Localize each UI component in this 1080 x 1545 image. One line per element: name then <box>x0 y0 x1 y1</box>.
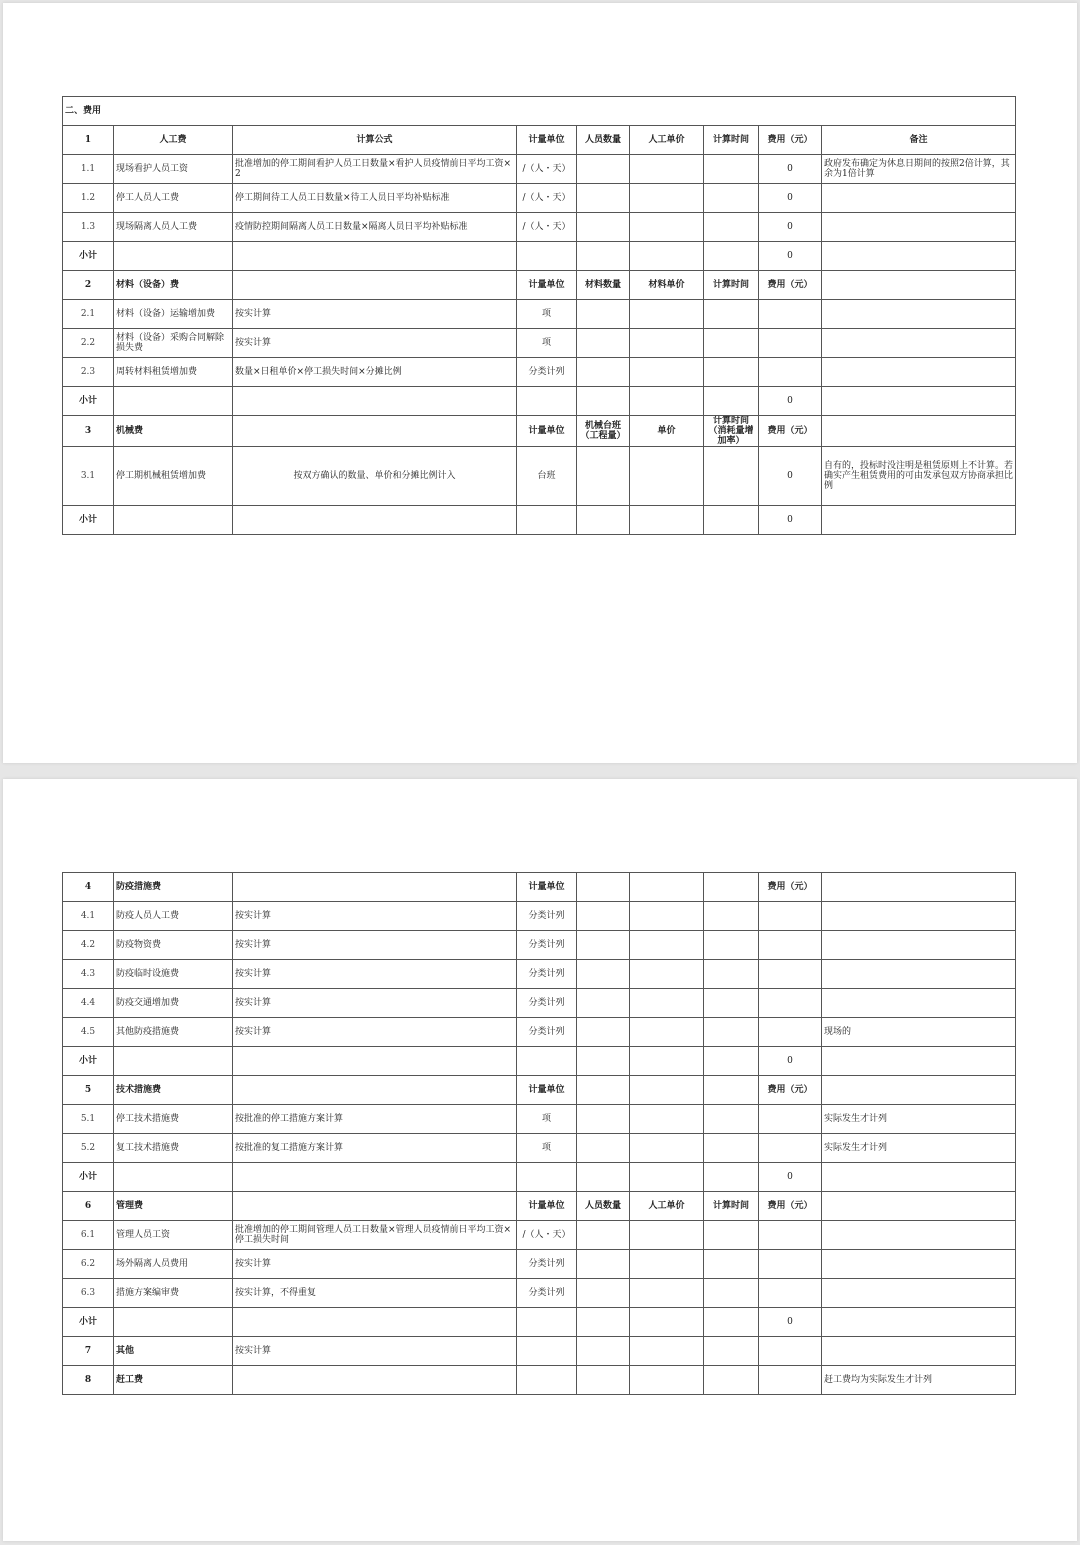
item-remark <box>822 960 1016 989</box>
subtotal-label: 小计 <box>63 506 114 535</box>
item-name: 管理人员工资 <box>114 1221 233 1250</box>
item-formula: 按实计算 <box>233 1337 517 1366</box>
item-formula: 停工期间待工人员工日数量×待工人员日平均补贴标准 <box>233 184 517 213</box>
item-price <box>630 184 704 213</box>
subtotal-row <box>63 1047 1016 1076</box>
table-row <box>63 447 1016 506</box>
section-header-row <box>63 271 1016 300</box>
row-no: 5.2 <box>63 1134 114 1163</box>
item-formula: 按实计算 <box>233 902 517 931</box>
table-row <box>63 989 1016 1018</box>
cost-table-part-2 <box>62 872 1016 1395</box>
item-time <box>704 184 759 213</box>
item-name: 防疫临时设施费 <box>114 960 233 989</box>
item-name: 防疫物资费 <box>114 931 233 960</box>
table-row <box>63 902 1016 931</box>
subtotal-label: 小计 <box>63 1308 114 1337</box>
row-no: 6.2 <box>63 1250 114 1279</box>
item-cost: 0 <box>759 447 822 506</box>
item-unit: /（人・天） <box>517 213 577 242</box>
table-row <box>63 1221 1016 1250</box>
row-no: 6.3 <box>63 1279 114 1308</box>
unit-header: 计量单位 <box>517 873 577 902</box>
item-formula: 按批准的停工措施方案计算 <box>233 1105 517 1134</box>
item-remark <box>822 931 1016 960</box>
table-row <box>63 358 1016 387</box>
table-row <box>63 931 1016 960</box>
unit-header: 计量单位 <box>517 126 577 155</box>
quantity-header: 机械台班（工程量） <box>577 416 630 447</box>
row-no: 2.1 <box>63 300 114 329</box>
item-unit: 项 <box>517 329 577 358</box>
section-no: 2 <box>63 271 114 300</box>
item-unit: /（人・天） <box>517 155 577 184</box>
formula-header: 计算公式 <box>233 126 517 155</box>
remark-header: 备注 <box>822 126 1016 155</box>
item-time <box>704 155 759 184</box>
item-name: 措施方案编审费 <box>114 1279 233 1308</box>
item-name: 场外隔离人员费用 <box>114 1250 233 1279</box>
row-no: 4.1 <box>63 902 114 931</box>
subtotal-cost: 0 <box>759 242 822 271</box>
table-row <box>63 1018 1016 1047</box>
row-no: 2.2 <box>63 329 114 358</box>
table-row <box>63 300 1016 329</box>
section-name: 人工费 <box>114 126 233 155</box>
item-formula: 按实计算，不得重复 <box>233 1279 517 1308</box>
time-header: 计算时间 <box>704 1192 759 1221</box>
section-name: 防疫措施费 <box>114 873 233 902</box>
item-remark <box>822 902 1016 931</box>
time-header: 计算时间 <box>704 126 759 155</box>
item-name: 停工期机械租赁增加费 <box>114 447 233 506</box>
section-no: 5 <box>63 1076 114 1105</box>
section-no: 7 <box>63 1337 114 1366</box>
row-no: 4.5 <box>63 1018 114 1047</box>
cost-header: 费用（元） <box>759 126 822 155</box>
subtotal-cost: 0 <box>759 1308 822 1337</box>
section-header-row <box>63 1366 1016 1395</box>
table-row <box>63 184 1016 213</box>
section-name: 技术措施费 <box>114 1076 233 1105</box>
subtotal-label: 小计 <box>63 242 114 271</box>
item-remark: 自有的，投标时没注明是租赁原则上不计算。若确实产生租赁费用的可由发承包双方协商承担比例 <box>822 447 1016 506</box>
cost-header: 费用（元） <box>759 271 822 300</box>
item-remark <box>822 213 1016 242</box>
subtotal-row <box>63 1308 1016 1337</box>
item-formula: 按实计算 <box>233 329 517 358</box>
row-no: 6.1 <box>63 1221 114 1250</box>
item-formula: 数量×日租单价×停工损失时间×分摊比例 <box>233 358 517 387</box>
cost-header: 费用（元） <box>759 873 822 902</box>
item-unit: 分类计列 <box>517 358 577 387</box>
item-formula: 按实计算 <box>233 931 517 960</box>
item-remark <box>822 989 1016 1018</box>
section-header-row <box>63 1192 1016 1221</box>
item-formula: 批准增加的停工期间看护人员工日数量×看护人员疫情前日平均工资×2 <box>233 155 517 184</box>
cost-header: 费用（元） <box>759 416 822 447</box>
item-unit: 分类计列 <box>517 1018 577 1047</box>
item-unit: /（人・天） <box>517 184 577 213</box>
table-row <box>63 155 1016 184</box>
cost-table-part-1 <box>62 96 1016 535</box>
item-qty <box>577 155 630 184</box>
unit-header: 计量单位 <box>517 416 577 447</box>
item-formula: 按实计算 <box>233 300 517 329</box>
quantity-header: 人员数量 <box>577 126 630 155</box>
item-remark: 实际发生才计列 <box>822 1134 1016 1163</box>
section-header-row <box>63 126 1016 155</box>
item-unit: /（人・天） <box>517 1221 577 1250</box>
row-no: 5.1 <box>63 1105 114 1134</box>
subtotal-row <box>63 1163 1016 1192</box>
subtotal-cost: 0 <box>759 1047 822 1076</box>
item-name: 防疫人员人工费 <box>114 902 233 931</box>
item-name: 材料（设备）运输增加费 <box>114 300 233 329</box>
item-unit: 分类计列 <box>517 1250 577 1279</box>
item-cost: 0 <box>759 213 822 242</box>
subtotal-label: 小计 <box>63 1047 114 1076</box>
sheet-page-1 <box>3 3 1077 763</box>
section-no: 6 <box>63 1192 114 1221</box>
item-price <box>630 155 704 184</box>
unit-header: 计量单位 <box>517 271 577 300</box>
price-header: 人工单价 <box>630 1192 704 1221</box>
table-row <box>63 960 1016 989</box>
item-remark: 赶工费均为实际发生才计列 <box>822 1366 1016 1395</box>
item-formula: 按实计算 <box>233 960 517 989</box>
item-unit: 项 <box>517 1105 577 1134</box>
table-row <box>63 1250 1016 1279</box>
section-header-row <box>63 873 1016 902</box>
item-name: 停工人员人工费 <box>114 184 233 213</box>
item-unit: 项 <box>517 300 577 329</box>
section-name: 机械费 <box>114 416 233 447</box>
item-remark <box>822 184 1016 213</box>
row-no: 3.1 <box>63 447 114 506</box>
item-name: 复工技术措施费 <box>114 1134 233 1163</box>
section-header-row <box>63 416 1016 447</box>
item-unit: 分类计列 <box>517 1279 577 1308</box>
section-no: 1 <box>63 126 114 155</box>
item-remark: 现场的 <box>822 1018 1016 1047</box>
item-name: 材料（设备）采购合同解除损失费 <box>114 329 233 358</box>
table-row <box>63 1134 1016 1163</box>
item-name: 停工技术措施费 <box>114 1105 233 1134</box>
item-unit: 分类计列 <box>517 931 577 960</box>
section-name: 赶工费 <box>114 1366 233 1395</box>
cost-header: 费用（元） <box>759 1076 822 1105</box>
item-time <box>704 213 759 242</box>
item-remark: 实际发生才计列 <box>822 1105 1016 1134</box>
item-name: 现场隔离人员人工费 <box>114 213 233 242</box>
sheet-page-2 <box>3 779 1077 1541</box>
item-unit: 项 <box>517 1134 577 1163</box>
row-no: 2.3 <box>63 358 114 387</box>
time-header: 计算时间（消耗量增加率） <box>704 416 759 447</box>
item-cost: 0 <box>759 155 822 184</box>
item-formula: 按实计算 <box>233 989 517 1018</box>
subtotal-row <box>63 506 1016 535</box>
unit-header: 计量单位 <box>517 1192 577 1221</box>
subtotal-label: 小计 <box>63 387 114 416</box>
subtotal-cost: 0 <box>759 506 822 535</box>
row-no: 1.3 <box>63 213 114 242</box>
unit-header: 计量单位 <box>517 1076 577 1105</box>
section-name: 材料（设备）费 <box>114 271 233 300</box>
price-header: 材料单价 <box>630 271 704 300</box>
item-formula: 按实计算 <box>233 1018 517 1047</box>
item-unit: 台班 <box>517 447 577 506</box>
item-name: 现场看护人员工资 <box>114 155 233 184</box>
item-qty <box>577 213 630 242</box>
item-name: 周转材料租赁增加费 <box>114 358 233 387</box>
item-formula: 批准增加的停工期间管理人员工日数量×管理人员疫情前日平均工资×停工损失时间 <box>233 1221 517 1250</box>
price-header: 人工单价 <box>630 126 704 155</box>
item-unit: 分类计列 <box>517 989 577 1018</box>
item-formula: 按批准的复工措施方案计算 <box>233 1134 517 1163</box>
item-remark: 政府发布确定为休息日期间的按照2倍计算，其余为1倍计算 <box>822 155 1016 184</box>
subtotal-row <box>63 387 1016 416</box>
item-price <box>630 213 704 242</box>
subtotal-row <box>63 242 1016 271</box>
section-no: 4 <box>63 873 114 902</box>
subtotal-label: 小计 <box>63 1163 114 1192</box>
subtotal-cost: 0 <box>759 387 822 416</box>
subtotal-cost: 0 <box>759 1163 822 1192</box>
item-qty <box>577 184 630 213</box>
row-no: 4.2 <box>63 931 114 960</box>
row-no: 1.2 <box>63 184 114 213</box>
section-name: 管理费 <box>114 1192 233 1221</box>
item-formula: 按双方确认的数量、单价和分摊比例计入 <box>233 447 517 506</box>
item-name: 其他防疫措施费 <box>114 1018 233 1047</box>
section-title: 二、费用 <box>63 97 1016 126</box>
section-no: 8 <box>63 1366 114 1395</box>
item-cost: 0 <box>759 184 822 213</box>
quantity-header: 人员数量 <box>577 1192 630 1221</box>
cost-header: 费用（元） <box>759 1192 822 1221</box>
row-no: 4.3 <box>63 960 114 989</box>
item-unit: 分类计列 <box>517 960 577 989</box>
item-formula: 按实计算 <box>233 1250 517 1279</box>
table-row <box>63 213 1016 242</box>
table-row <box>63 1105 1016 1134</box>
section-header-row <box>63 1337 1016 1366</box>
time-header: 计算时间 <box>704 271 759 300</box>
quantity-header: 材料数量 <box>577 271 630 300</box>
section-header-row <box>63 1076 1016 1105</box>
price-header: 单价 <box>630 416 704 447</box>
table-row <box>63 1279 1016 1308</box>
item-formula: 疫情防控期间隔离人员工日数量×隔离人员日平均补贴标准 <box>233 213 517 242</box>
item-unit: 分类计列 <box>517 902 577 931</box>
section-no: 3 <box>63 416 114 447</box>
item-name: 防疫交通增加费 <box>114 989 233 1018</box>
table-row <box>63 329 1016 358</box>
section-title-row <box>63 97 1016 126</box>
section-name: 其他 <box>114 1337 233 1366</box>
row-no: 1.1 <box>63 155 114 184</box>
row-no: 4.4 <box>63 989 114 1018</box>
